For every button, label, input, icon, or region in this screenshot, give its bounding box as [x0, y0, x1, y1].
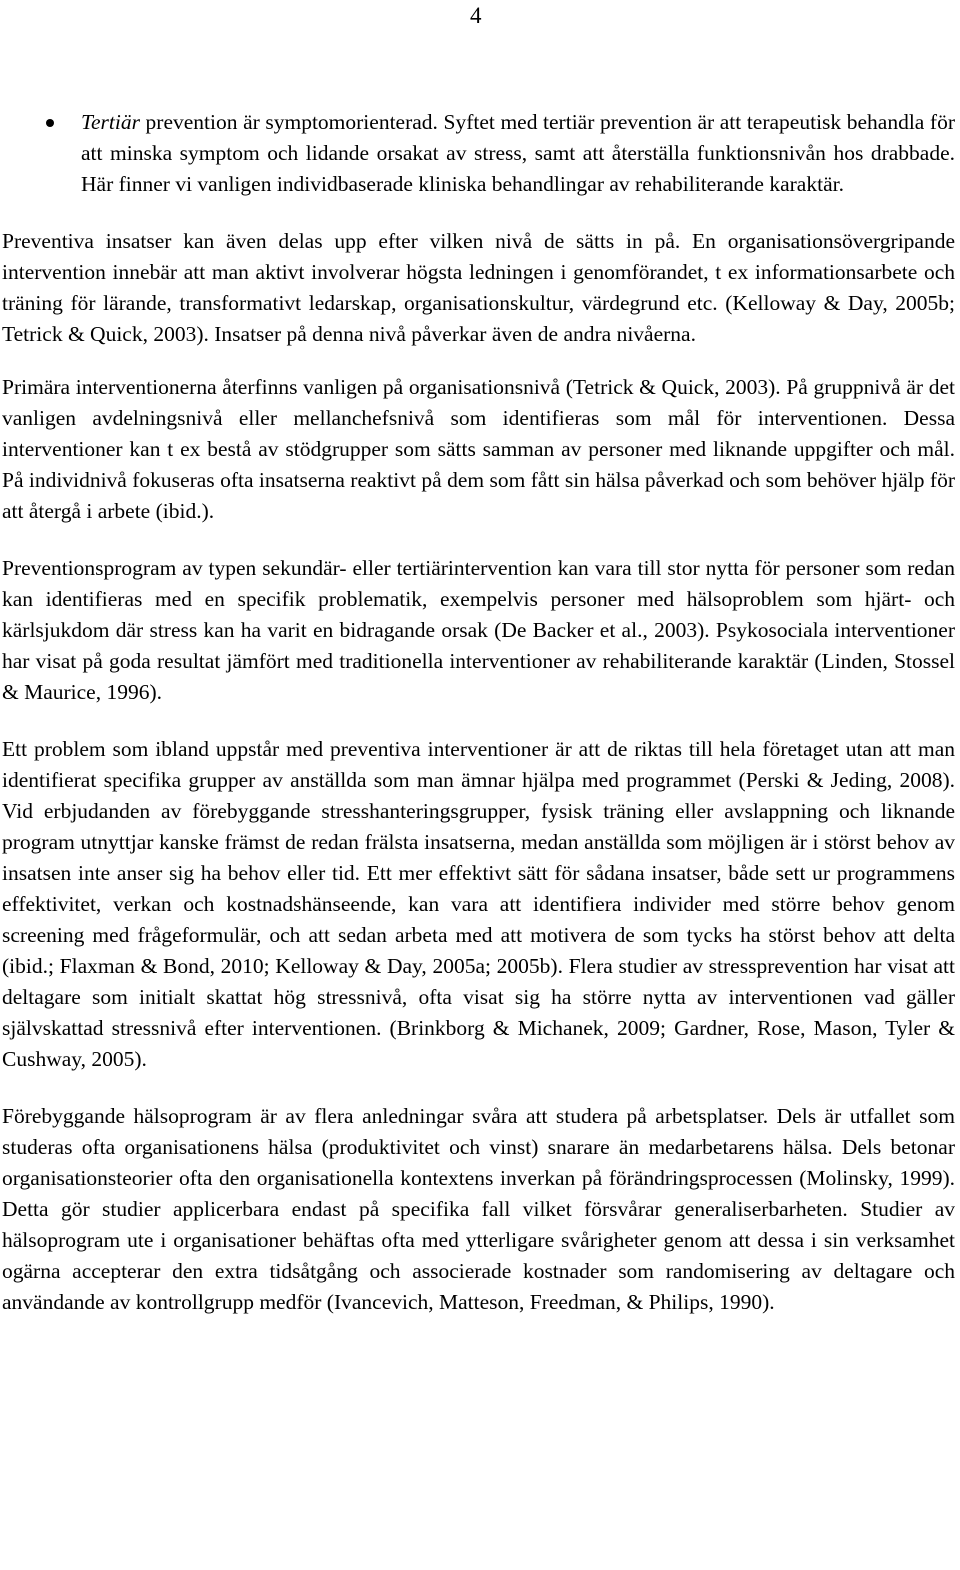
paragraph-preventive-problems: Ett problem som ibland uppstår med preventiva interventioner är att de riktas till hela företaget utan att man identifierat specifika grupper av anställda som man ämnar hjälpa med programmet (Perski & Jeding, 2008). Vid erbjudanden av förebyggande stresshanteringsgrupper, fysisk träning eller avslappning och liknande program utnyttjar kanske främst de redan frälsta insatserna, medan anställda som möjligen är i störst behov av insatsen inte anser sig ha behov eller tid. Ett mer effektivt sätt för sådana insatser, både sett ur programmens effektivitet, verkan och kostnadshänseende, kan vara att identifiera individer med större behov genom screening med frågeformulär, och att sedan arbeta med att motivera de som tycks ha störst behov att delta (ibid.; Flaxman & Bond, 2010; Kelloway & Day, 2005a; 2005b). Flera studier av stressprevention har visat att deltagare som initialt skattat hög stressnivå, ofta visat sig ha större nytta av interventionen vad gäller självskattad stressnivå efter interventionen. (Brinkborg & Michanek, 2009; Gardner, Rose, Mason, Tyler & Cushway, 2005).	[2, 737, 955, 1071]
page-number: 4	[470, 3, 482, 28]
document-body	[2, 107, 955, 1318]
bullet-text: prevention är symptomorienterad. Syftet med tertiär prevention är att terapeutisk behandla för att minska symptom och lidande orsakat av stress, samt att återställa funktionsnivån hos drabbade. Här finner vi vanligen individbaserade kliniska behandlingar av rehabiliterande karaktär.	[81, 110, 955, 196]
bullet-dot-icon	[46, 119, 54, 127]
paragraph-health-programs: Förebyggande hälsoprogram är av flera anledningar svåra att studera på arbetsplatser. Dels är utfallet som studeras ofta organisationens hälsa (produktivitet och vinst) snarare än medarbetarens hälsa. Dels betonar organisationsteorier ofta den organisationella kontextens inverkan på förändringsprocessen (Molinsky, 1999). Detta gör studier applicerbara endast på specifika fall vilket försvårar generaliserbarheten. Studier av hälsoprogram ute i organisationer behäftas ofta med ytterligare svårigheter genom att dessa i sin verksamhet ogärna accepterar den extra tidsåtgång och associerade kostnader som randomisering av deltagare och användande av kontrollgrupp medför (Ivancevich, Matteson, Freedman, & Philips, 1990).	[2, 1104, 955, 1314]
bullet-term: Tertiär	[81, 110, 140, 134]
paragraph-primary-interventions: Primära interventionerna återfinns vanligen på organisationsnivå (Tetrick & Quick, 2003). På gruppnivå är det vanligen avdelningsnivå eller mellanchefsnivå som identifieras som mål för interventionen. Dessa interventioner kan t ex bestå av stödgrupper som sätts samman av personer med liknande uppgifter och mål. På individnivå fokuseras ofta insatserna reaktivt på dem som fått sin hälsa påverkad och som behöver hjälp för att återgå i arbete (ibid.).	[2, 375, 955, 523]
paragraph-prevention-programs: Preventionsprogram av typen sekundär- eller tertiärintervention kan vara till stor nytta för personer som redan kan identifieras med en specifik problematik, exempelvis personer med hälsoproblem som hjärt- och kärlsjukdom där stress kan ha varit en bidragande orsak (De Backer et al., 2003). Psykosociala interventioner har visat på goda resultat jämfört med traditionella interventioner av rehabiliterande karaktär (Linden, Stossel & Maurice, 1996).	[2, 556, 955, 704]
bullet-item-tertiary-prevention	[2, 107, 955, 200]
paragraph-prevention-levels: Preventiva insatser kan även delas upp efter vilken nivå de sätts in på. En organisationsövergripande intervention innebär att man aktivt involverar högsta ledningen i genomförandet, t ex informationsarbete och träning för lärande, transformativt ledarskap, organisationskultur, värdegrund etc. (Kelloway & Day, 2005b; Tetrick & Quick, 2003). Insatser på denna nivå påverkar även de andra nivåerna.	[2, 229, 955, 346]
